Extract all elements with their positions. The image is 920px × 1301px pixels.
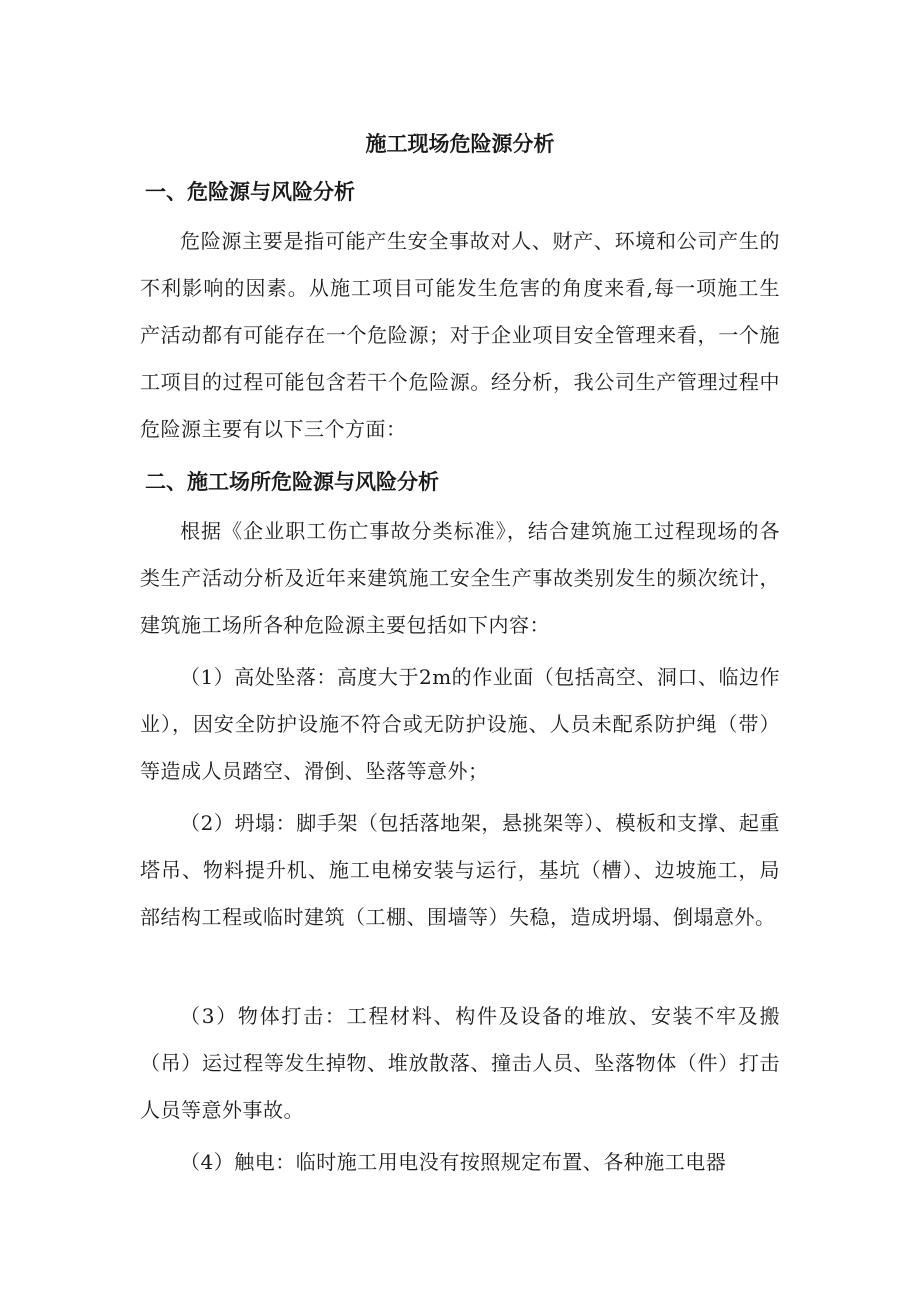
paragraph-object-strike: （3）物体打击：工程材料、构件及设备的堆放、安装不牢及搬（吊）运过程等发生掉物、堆放散落、撞击人员、坠落物体（件）打击人员等意外事故。 [140,1004,780,1122]
paragraph-classification-standard: 根据《企业职工伤亡事故分类标准》，结合建筑施工过程现场的各类生产活动分析及近年来建筑施工安全生产事故类别发生的频次统计，建筑施工场所各种危险源主要包括如下内容： [140,519,780,637]
section-heading-1: 一、危险源与风险分析 [145,180,355,204]
section-heading-2: 二、施工场所危险源与风险分析 [145,470,439,494]
paragraph-electric-shock: （4）触电：临时施工用电没有按照规定布置、各种施工电器 [180,1150,727,1174]
document-title: 施工现场危险源分析 [365,132,555,156]
paragraph-falling-from-height: （1）高处坠落：高度大于2m的作业面（包括高空、洞口、临边作业），因安全防护设施不符合或无防护设施、人员未配系防护绳（带）等造成人员踏空、滑倒、坠落等意外； [140,665,780,783]
paragraph-collapse: （2）坍塌：脚手架（包括落地架，悬挑架等）、模板和支撑、起重塔吊、物料提升机、施工电梯安装与运行，基坑（槽）、边坡施工，局部结构工程或临时建筑（工棚、围墙等）失稳，造成坍塌、倒塌意外。 [140,811,780,929]
paragraph-hazard-definition: 危险源主要是指可能产生安全事故对人、财产、环境和公司产生的不利影响的因素。从施工项目可能发生危害的角度来看,每一项施工生产活动都有可能存在一个危险源；对于企业项目安全管理来看，一个施工项目的过程可能包含若干个危险源。经分析，我公司生产管理过程中危险源主要有以下三个方面： [140,229,780,441]
